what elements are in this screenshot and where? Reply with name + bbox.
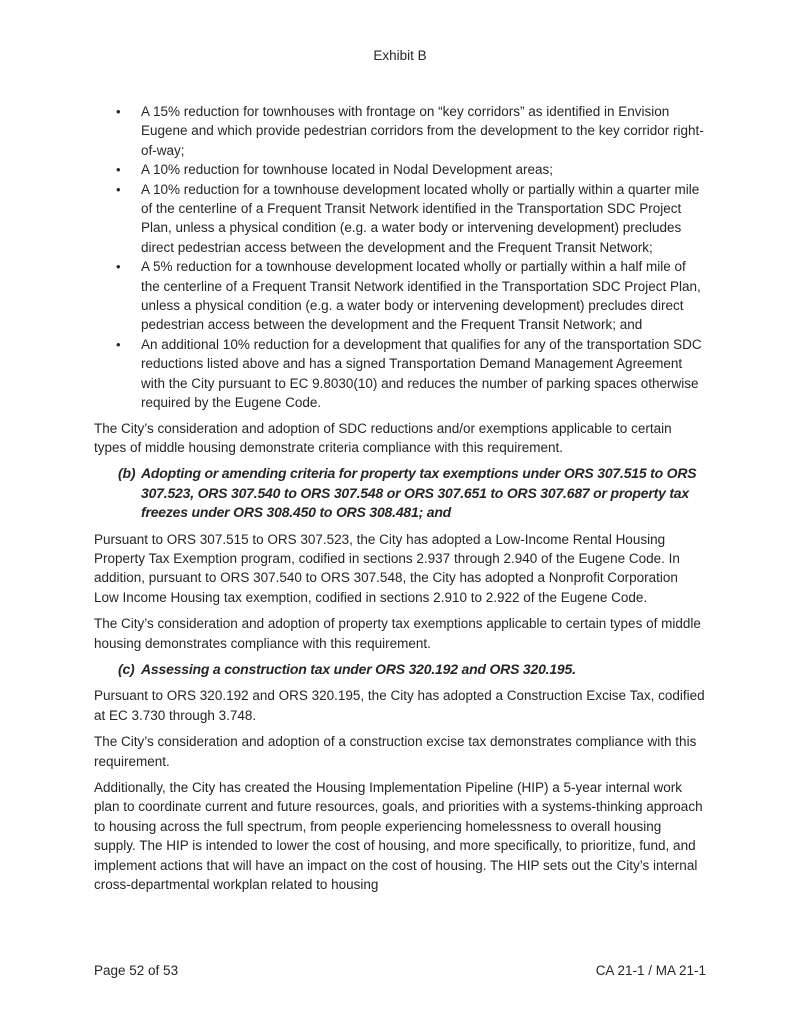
list-item-text: A 5% reduction for a townhouse development located wholly or partially within a half mile of the centerline of a Frequent Transit Network identified in the Transportation SDC Project Plan, unless a physical condition (e.g. a water body or intervening development) precludes direct pedestrian access between the development and the Frequent Transit Network; and xyxy=(141,259,701,333)
criteria-c-text: Assessing a construction tax under ORS 320.192 and ORS 320.195. xyxy=(141,660,576,677)
construction-tax-compliance-paragraph: The City’s consideration and adoption of a construction excise tax demonstrates compliance with this requirement. xyxy=(94,734,697,769)
property-tax-paragraph: Pursuant to ORS 307.515 to ORS 307.523, the City has adopted a Low-Income Rental Housing Property Tax Exemption program, codified in sections 2.937 through 2.940 of the Eugene Code. In addition, pursuant to ORS 307.540 to ORS 307.548, the City has adopted a Nonprofit Corporation Low Income Housing tax exemption, codified in sections 2.910 to 2.922 of the Eugene Code. xyxy=(94,531,680,605)
list-item-text: A 10% reduction for a townhouse development located wholly or partially within a quarter mile of the centerline of a Frequent Transit Network identified in the Transportation SDC Project Plan, unless a physical condition (e.g. a water body or intervening development) precludes direct pedestrian access between the development and the Frequent Transit Network; xyxy=(141,181,700,255)
bullet-icon: • xyxy=(116,181,121,197)
criteria-c-heading xyxy=(94,660,706,679)
page-number: Page 52 of 53 xyxy=(94,963,179,978)
sdc-compliance-paragraph: The City’s consideration and adoption of SDC reductions and/or exemptions applicable to certain types of middle housing demonstrate criteria compliance with this requirement. xyxy=(94,420,672,455)
list-item xyxy=(94,335,706,413)
criteria-b-text: Adopting or amending criteria for property tax exemptions under ORS 307.515 to ORS 307.523, ORS 307.540 to ORS 307.548 or ORS 307.651 to ORS 307.687 or property tax freezes under ORS 308.450 to ORS 308.481; and xyxy=(141,465,697,521)
page-header: Exhibit B xyxy=(373,48,427,63)
list-item xyxy=(94,160,706,179)
criteria-b-marker: (b) xyxy=(118,465,136,482)
page-content xyxy=(94,102,706,901)
construction-tax-paragraph: Pursuant to ORS 320.192 and ORS 320.195, the City has adopted a Construction Excise Tax, codified at EC 3.730 through 3.748. xyxy=(94,688,705,723)
criteria-c-marker: (c) xyxy=(118,660,135,677)
list-item xyxy=(94,257,706,335)
list-item xyxy=(94,102,706,160)
bullet-icon: • xyxy=(116,162,121,178)
bullet-icon: • xyxy=(116,259,121,275)
hip-paragraph: Additionally, the City has created the Housing Implementation Pipeline (HIP) a 5-year internal work plan to coordinate current and future resources, goals, and priorities with a systems-thinking approach to housing across the full spectrum, from people experiencing homelessness to overall housing supply. The HIP is intended to lower the cost of housing, and more specifically, to prioritize, fund, and implement actions that will have an impact on the cost of housing. The HIP sets out the City’s internal cross-departmental workplan related to housing xyxy=(94,780,703,893)
list-item-text: A 15% reduction for townhouses with frontage on “key corridors” as identified in Envision Eugene and which provide pedestrian corridors from the development to the key corridor right-of-way; xyxy=(141,104,704,158)
document-reference: CA 21-1 / MA 21-1 xyxy=(595,963,706,978)
sdc-reduction-list xyxy=(94,102,706,413)
list-item-text: An additional 10% reduction for a development that qualifies for any of the transportation SDC reductions listed above and has a signed Transportation Demand Management Agreement with the City pursuant to EC 9.8030(10) and reduces the number of parking spaces otherwise required by the Eugene Code. xyxy=(141,336,702,411)
list-item-text: A 10% reduction for townhouse located in Nodal Development areas; xyxy=(141,162,554,178)
bullet-icon: • xyxy=(116,104,121,119)
property-tax-compliance-paragraph: The City’s consideration and adoption of property tax exemptions applicable to certain types of middle housing demonstrates compliance with this requirement. xyxy=(94,616,701,651)
list-item xyxy=(94,180,706,258)
criteria-b-heading xyxy=(94,464,706,522)
bullet-icon: • xyxy=(116,336,121,352)
